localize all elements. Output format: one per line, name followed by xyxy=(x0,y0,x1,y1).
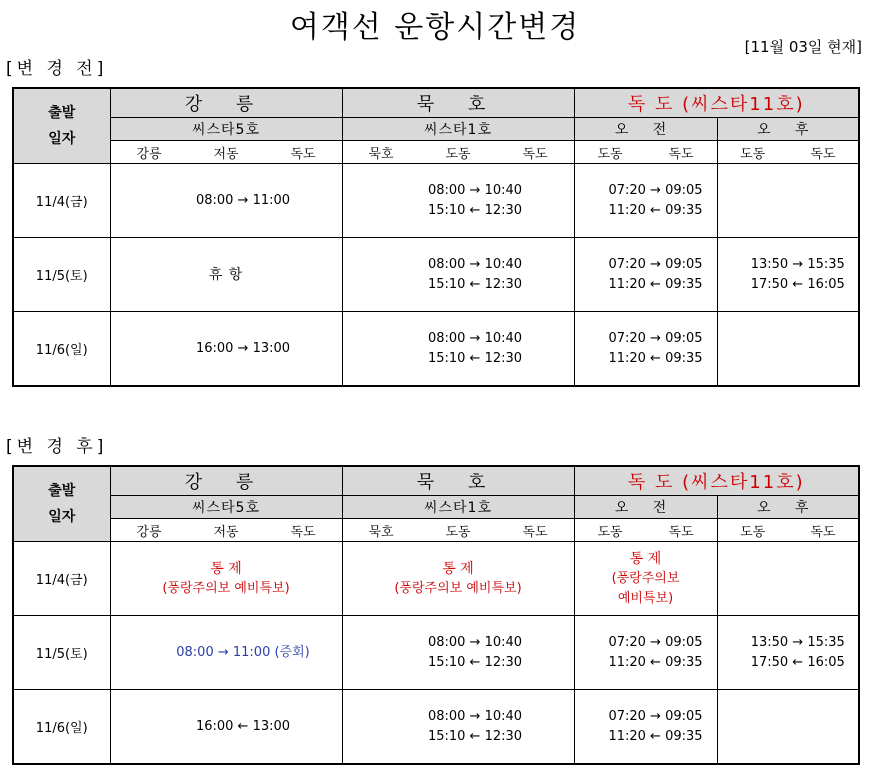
route-dokdo-header: 독 도 (씨스타11호) xyxy=(574,88,859,118)
dokdo-am-times: 07:20 → 09:05 11:20 ← 09:35 xyxy=(574,164,717,238)
date-cell: 11/5(토) xyxy=(13,616,110,690)
route-gangneung-header: 강 릉 xyxy=(110,466,342,496)
dokdo-am-times: 07:20 → 09:05 11:20 ← 09:35 xyxy=(574,616,717,690)
mukho-suspension: 통 제 (풍랑주의보 예비특보) xyxy=(342,542,574,616)
gangneung-times: 08:00 → 11:00 xyxy=(110,164,342,238)
dokdo-am-header: 오 전 xyxy=(574,496,717,519)
date-cell: 11/5(토) xyxy=(13,238,110,312)
dokdo-pm-times: 13:50 → 15:35 17:50 ← 16:05 xyxy=(717,616,859,690)
gangneung-ports: 강릉 저동 독도 xyxy=(110,519,342,542)
dokdo-am-header: 오 전 xyxy=(574,118,717,141)
dokdo-am-ports: 도동 독도 xyxy=(574,141,717,164)
mukho-times: 08:00 → 10:40 15:10 ← 12:30 xyxy=(342,616,574,690)
gangneung-suspension: 통 제 (풍랑주의보 예비특보) xyxy=(110,542,342,616)
dokdo-pm-times xyxy=(717,690,859,765)
mukho-times: 08:00 → 10:40 15:10 ← 12:30 xyxy=(342,312,574,387)
before-section-label: [변 경 전] xyxy=(6,59,108,79)
dokdo-am-times: 07:20 → 09:05 11:20 ← 09:35 xyxy=(574,312,717,387)
dokdo-am-suspension: 통 제 (풍랑주의보 예비특보) xyxy=(574,542,717,616)
page-title: 여객선 운항시간변경 xyxy=(289,10,581,45)
dokdo-pm-header: 오 후 xyxy=(717,118,859,141)
mukho-ports: 묵호 도동 독도 xyxy=(342,519,574,542)
after-section-label: [변 경 후] xyxy=(6,437,108,457)
date-column-header: 출발 일자 xyxy=(13,466,110,542)
route-mukho-header: 묵 호 xyxy=(342,88,574,118)
route-gangneung-header: 강 릉 xyxy=(110,88,342,118)
route-mukho-header: 묵 호 xyxy=(342,466,574,496)
mukho-ports: 묵호 도동 독도 xyxy=(342,141,574,164)
gangneung-times: 16:00 ← 13:00 xyxy=(110,690,342,765)
date-cell: 11/6(일) xyxy=(13,690,110,765)
table-row xyxy=(13,164,859,238)
dokdo-pm-header: 오 후 xyxy=(717,496,859,519)
gangneung-times: 16:00 → 13:00 xyxy=(110,312,342,387)
dokdo-pm-ports: 도동 독도 xyxy=(717,141,859,164)
schedule-table-after xyxy=(12,465,860,765)
gangneung-times: 08:00 → 11:00 (증회) xyxy=(110,616,342,690)
ship-seastar5: 씨스타5호 xyxy=(110,118,342,141)
ship-seastar1: 씨스타1호 xyxy=(342,496,574,519)
ship-seastar5: 씨스타5호 xyxy=(110,496,342,519)
dokdo-am-times: 07:20 → 09:05 11:20 ← 09:35 xyxy=(574,690,717,765)
mukho-times: 08:00 → 10:40 15:10 ← 12:30 xyxy=(342,238,574,312)
table-row xyxy=(13,312,859,387)
gangneung-times: 휴 항 xyxy=(110,238,342,312)
mukho-times: 08:00 → 10:40 15:10 ← 12:30 xyxy=(342,690,574,765)
dokdo-pm-times xyxy=(717,542,859,616)
table-row xyxy=(13,690,859,765)
date-cell: 11/4(금) xyxy=(13,164,110,238)
as-of-date: [11월 03일 현재] xyxy=(744,38,862,56)
mukho-times: 08:00 → 10:40 15:10 ← 12:30 xyxy=(342,164,574,238)
schedule-table-before xyxy=(12,87,860,387)
route-dokdo-header: 독 도 (씨스타11호) xyxy=(574,466,859,496)
dokdo-pm-times xyxy=(717,164,859,238)
dokdo-am-ports: 도동 독도 xyxy=(574,519,717,542)
ship-seastar1: 씨스타1호 xyxy=(342,118,574,141)
table-row xyxy=(13,238,859,312)
date-cell: 11/6(일) xyxy=(13,312,110,387)
dokdo-pm-times xyxy=(717,312,859,387)
dokdo-pm-times: 13:50 → 15:35 17:50 ← 16:05 xyxy=(717,238,859,312)
date-cell: 11/4(금) xyxy=(13,542,110,616)
table-row xyxy=(13,542,859,616)
dokdo-pm-ports: 도동 독도 xyxy=(717,519,859,542)
gangneung-ports: 강릉 저동 독도 xyxy=(110,141,342,164)
table-row xyxy=(13,616,859,690)
date-column-header: 출발 일자 xyxy=(13,88,110,164)
dokdo-am-times: 07:20 → 09:05 11:20 ← 09:35 xyxy=(574,238,717,312)
